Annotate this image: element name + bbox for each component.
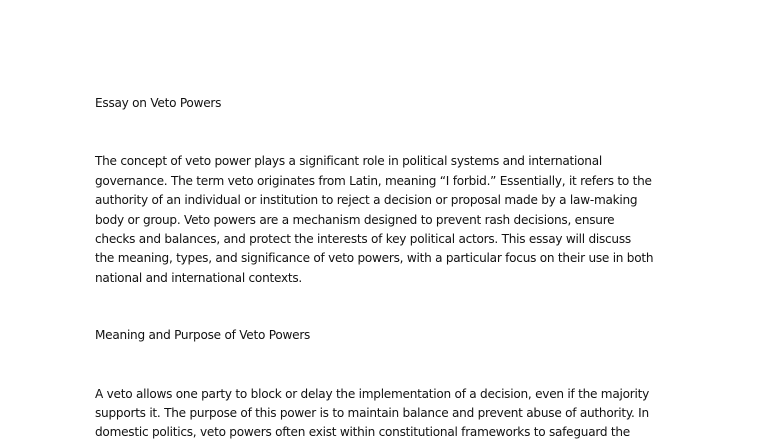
section-paragraph	[95, 385, 695, 441]
section-line: A veto allows one party to block or delay the implementation of a decision, even if the majority	[95, 386, 649, 401]
intro-line: the meaning, types, and significance of veto powers, with a particular focus on their use in both	[95, 251, 654, 266]
intro-line: national and international contexts.	[95, 270, 303, 285]
intro-paragraph	[95, 152, 695, 288]
intro-line: governance. The term veto originates from Latin, meaning “I forbid.” Essentially, it refers to the	[95, 173, 652, 188]
spacer	[95, 346, 695, 385]
spacer	[95, 288, 695, 326]
intro-line: body or group. Veto powers are a mechanism designed to prevent rash decisions, ensure	[95, 212, 615, 227]
section-line: domestic politics, veto powers often exist within constitutional frameworks to safeguard the	[95, 425, 630, 440]
intro-line: The concept of veto power plays a significant role in political systems and international	[95, 154, 602, 169]
section-heading: Meaning and Purpose of Veto Powers	[95, 328, 311, 343]
essay-title: Essay on Veto Powers	[95, 96, 222, 110]
spacer	[95, 113, 695, 152]
document-body	[95, 94, 695, 441]
intro-line: authority of an individual or institution to reject a decision or proposal made by a law-making	[95, 193, 638, 208]
intro-line: checks and balances, and protect the interests of key political actors. This essay will discuss	[95, 232, 631, 247]
section-line: supports it. The purpose of this power is to maintain balance and prevent abuse of authority. In	[95, 406, 649, 421]
